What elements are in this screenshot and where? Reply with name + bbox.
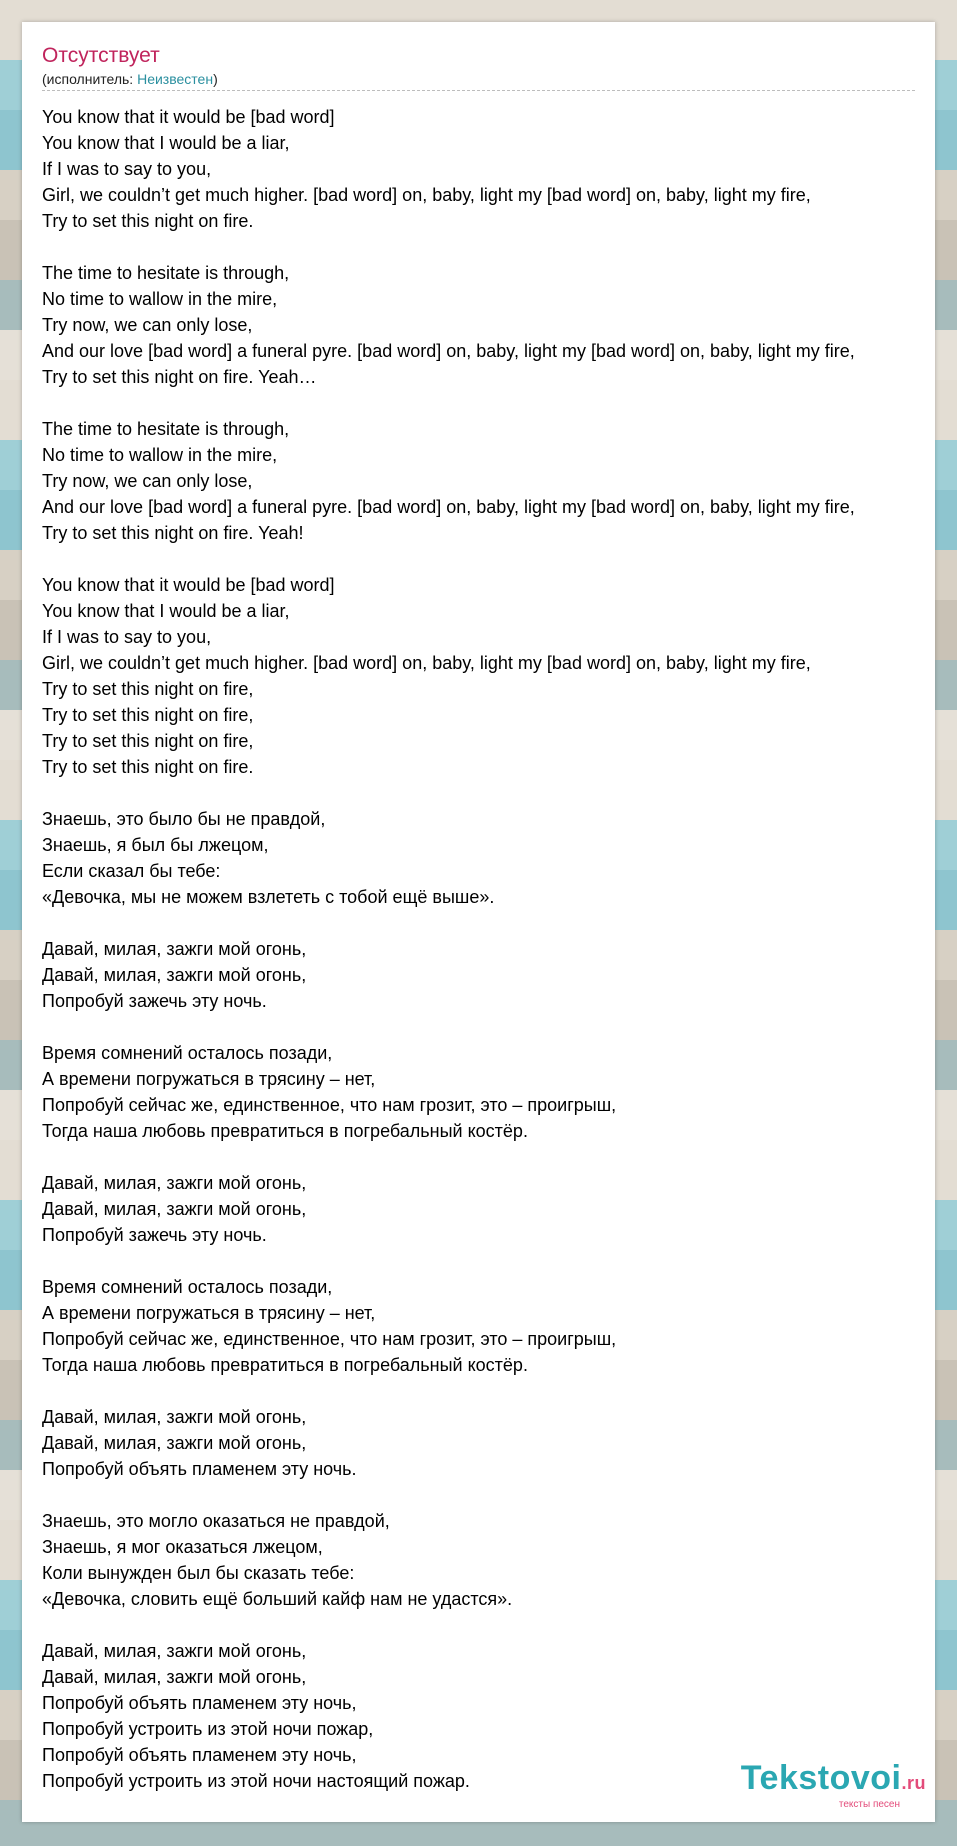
- lyrics-line: Попробуй устроить из этой ночи пожар,: [42, 1719, 374, 1739]
- lyrics-line: Давай, милая, зажги мой огонь,: [42, 1641, 307, 1661]
- lyrics-line: Попробуй зажечь эту ночь.: [42, 991, 267, 1011]
- lyrics-line: Try to set this night on fire,: [42, 679, 254, 699]
- lyrics-line: Если сказал бы тебе:: [42, 861, 221, 881]
- lyrics-line: Try to set this night on fire.: [42, 757, 254, 777]
- lyrics-line: Попробуй сейчас же, единственное, что нам грозит, это – проигрыш,: [42, 1095, 617, 1115]
- lyrics-stanza: [42, 806, 935, 910]
- lyrics-line: Знаешь, это могло оказаться не правдой,: [42, 1511, 390, 1531]
- lyrics-stanza: [42, 1274, 935, 1378]
- lyrics-stanza: [42, 416, 935, 546]
- lyrics-line: Давай, милая, зажги мой огонь,: [42, 1667, 307, 1687]
- lyrics-text: [42, 104, 935, 1820]
- lyrics-line: No time to wallow in the mire,: [42, 445, 278, 465]
- song-title: Отсутствует: [42, 44, 160, 67]
- lyrics-line: Try to set this night on fire.: [42, 211, 254, 231]
- lyrics-line: А времени погружаться в трясину – нет,: [42, 1069, 376, 1089]
- lyrics-line: Try now, we can only lose,: [42, 471, 253, 491]
- lyrics-line: Время сомнений осталось позади,: [42, 1277, 333, 1297]
- logo-tld: .ru: [901, 1773, 926, 1793]
- lyrics-line: Давай, милая, зажги мой огонь,: [42, 965, 307, 985]
- lyrics-line: You know that I would be a liar,: [42, 601, 290, 621]
- lyrics-card: [22, 22, 935, 1822]
- lyrics-line: Давай, милая, зажги мой огонь,: [42, 939, 307, 959]
- lyrics-stanza: [42, 1170, 935, 1248]
- lyrics-line: You know that it would be [bad word]: [42, 107, 335, 127]
- lyrics-line: Girl, we couldn’t get much higher. [bad word] on, baby, light my [bad word] on, baby, light my fire,: [42, 653, 811, 673]
- lyrics-line: Время сомнений осталось позади,: [42, 1043, 333, 1063]
- lyrics-line: The time to hesitate is through,: [42, 419, 290, 439]
- lyrics-line: Давай, милая, зажги мой огонь,: [42, 1173, 307, 1193]
- lyrics-line: Попробуй зажечь эту ночь.: [42, 1225, 267, 1245]
- lyrics-line: Try to set this night on fire. Yeah…: [42, 367, 317, 387]
- lyrics-line: Знаешь, это было бы не правдой,: [42, 809, 326, 829]
- lyrics-line: Try now, we can only lose,: [42, 315, 253, 335]
- lyrics-line: Try to set this night on fire,: [42, 705, 254, 725]
- logo-tagline: тексты песен: [838, 1799, 900, 1810]
- artist-line: [42, 70, 915, 88]
- lyrics-line: You know that I would be a liar,: [42, 133, 290, 153]
- artist-prefix: (исполнитель:: [42, 71, 138, 87]
- lyrics-line: Попробуй объять пламенем эту ночь,: [42, 1745, 357, 1765]
- lyrics-stanza: [42, 1404, 935, 1482]
- lyrics-line: Знаешь, я был бы лжецом,: [42, 835, 269, 855]
- lyrics-stanza: [42, 104, 935, 234]
- lyrics-line: «Девочка, словить ещё больший кайф нам не удастся».: [42, 1589, 513, 1609]
- lyrics-stanza: [42, 1040, 935, 1144]
- lyrics-line: Попробуй устроить из этой ночи настоящий пожар.: [42, 1771, 470, 1791]
- lyrics-line: Try to set this night on fire. Yeah!: [42, 523, 304, 543]
- lyrics-line: If I was to say to you,: [42, 159, 212, 179]
- lyrics-line: Коли вынужден был бы сказать тебе:: [42, 1563, 355, 1583]
- lyrics-line: Давай, милая, зажги мой огонь,: [42, 1199, 307, 1219]
- lyrics-stanza: [42, 572, 935, 780]
- lyrics-line: You know that it would be [bad word]: [42, 575, 335, 595]
- lyrics-line: If I was to say to you,: [42, 627, 212, 647]
- lyrics-line: Попробуй объять пламенем эту ночь.: [42, 1459, 357, 1479]
- lyrics-line: No time to wallow in the mire,: [42, 289, 278, 309]
- lyrics-line: And our love [bad word] a funeral pyre. [bad word] on, baby, light my [bad word] on, baby, light my fire,: [42, 341, 855, 361]
- song-header: [42, 42, 915, 91]
- site-logo[interactable]: [741, 1761, 926, 1810]
- lyrics-stanza: [42, 936, 935, 1014]
- lyrics-line: Girl, we couldn’t get much higher. [bad word] on, baby, light my [bad word] on, baby, light my fire,: [42, 185, 811, 205]
- logo-wordmark: Tekstovoi: [740, 1759, 902, 1797]
- lyrics-line: Тогда наша любовь превратиться в погребальный костёр.: [42, 1121, 528, 1141]
- lyrics-line: «Девочка, мы не можем взлететь с тобой ещё выше».: [42, 887, 495, 907]
- lyrics-line: Давай, милая, зажги мой огонь,: [42, 1407, 307, 1427]
- lyrics-line: А времени погружаться в трясину – нет,: [42, 1303, 376, 1323]
- lyrics-stanza: [42, 1508, 935, 1612]
- lyrics-line: Попробуй сейчас же, единственное, что нам грозит, это – проигрыш,: [42, 1329, 617, 1349]
- lyrics-line: Try to set this night on fire,: [42, 731, 254, 751]
- artist-suffix: ): [213, 71, 218, 87]
- lyrics-line: Попробуй объять пламенем эту ночь,: [42, 1693, 357, 1713]
- lyrics-line: Знаешь, я мог оказаться лжецом,: [42, 1537, 323, 1557]
- lyrics-line: Давай, милая, зажги мой огонь,: [42, 1433, 307, 1453]
- artist-link[interactable]: Неизвестен: [137, 71, 214, 87]
- lyrics-stanza: [42, 260, 935, 390]
- lyrics-line: Тогда наша любовь превратиться в погребальный костёр.: [42, 1355, 528, 1375]
- lyrics-line: And our love [bad word] a funeral pyre. [bad word] on, baby, light my [bad word] on, baby, light my fire,: [42, 497, 855, 517]
- lyrics-line: The time to hesitate is through,: [42, 263, 290, 283]
